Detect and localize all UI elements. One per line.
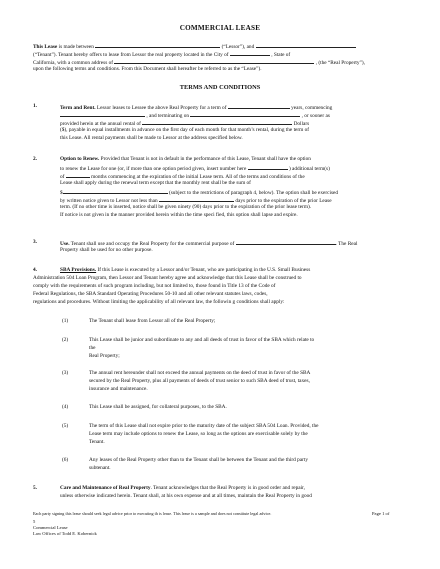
sba-item-3-line-1: The annual rent hereunder shall not exceed the annual payments on the deed of trust in favor of the SBA bbox=[89, 370, 311, 376]
section-1-line-2: , and terminating on , or sooner as bbox=[60, 111, 330, 119]
sba-item-2-number: (2) bbox=[62, 337, 69, 343]
section-4-line-3: comply with the requirements of such program including, but not limited to, those found in Title 13 of the Code of bbox=[33, 283, 276, 289]
section-2-title: Option to Renew. bbox=[60, 156, 100, 162]
sba-item-3-number: (3) bbox=[62, 370, 69, 376]
intro-line-4: upon the following terms and conditions. From this Document shall hereafter be referred to as the “Lease”). bbox=[33, 66, 262, 72]
section-4-line-2: Administration 504 Loan Program, then Lessor and Tenant hereby agree and acknowledge that this Lease shall be construed to bbox=[33, 275, 302, 281]
commence-date-blank[interactable] bbox=[60, 111, 145, 117]
section-1-title: Term and Rent. bbox=[60, 105, 96, 111]
sba-item-1-line-1: The Tenant shall lease from Lessor all of the Real Property; bbox=[89, 318, 216, 324]
section-1-line-3: provided herein at the annual rental of Dollars bbox=[60, 121, 310, 127]
use-purpose-blank[interactable] bbox=[236, 239, 336, 245]
section-3-number: 3. bbox=[33, 239, 37, 245]
intro-line-3: California, with a common address of , (the “Real Property”), bbox=[33, 60, 365, 66]
sba-item-5-line-3: Tenant. bbox=[89, 439, 105, 445]
section-5-number: 5. bbox=[33, 485, 37, 491]
section-5-line-1: Care and Maintenance of Real Property. Tenant acknowledges that the Real Property is in good order and repair, bbox=[60, 485, 305, 491]
renewal-count-blank[interactable] bbox=[248, 164, 288, 170]
tenant-name-blank[interactable] bbox=[256, 42, 356, 48]
sba-item-6-line-2: subtenant. bbox=[89, 465, 111, 471]
sba-item-2-line-2: the bbox=[89, 345, 96, 351]
sba-item-4-line-1: This Lease shall be assigned, for collateral purposes, to the SBA. bbox=[89, 404, 227, 410]
section-2-line-5: $ (subject to the restrictions of paragraph 4, below). The option shall be exercised bbox=[60, 190, 339, 196]
section-2-line-8: If notice is not given in the manner provided herein within the time speci fied, this option shall lapse and expire. bbox=[60, 212, 298, 218]
section-4-number: 4. bbox=[33, 267, 37, 273]
renewal-months-blank[interactable] bbox=[66, 172, 90, 178]
sba-item-5-line-2: Lease term may include options to renew the Lease, so long as the options are exercisable solely by the bbox=[89, 431, 308, 437]
footer-firm: Law Offices of Todd E. Kobernick bbox=[33, 531, 97, 536]
sba-item-1-number: (1) bbox=[62, 318, 69, 324]
section-1-number: 1. bbox=[33, 103, 37, 109]
terminate-date-blank[interactable] bbox=[190, 111, 300, 117]
sba-item-5-number: (5) bbox=[62, 423, 69, 429]
section-2-line-7: term. (If no other time is inserted, notice shall be given ninety (90) days prior to the expiration of the prior lease term). bbox=[60, 204, 312, 210]
this-lease-label: This Lease bbox=[33, 44, 58, 50]
section-2-line-4: Lease shall apply during the renewal term except that the monthly rent shall be the sum of bbox=[60, 180, 251, 186]
page-count: 5 bbox=[33, 519, 36, 524]
section-2-line-2: to renew the Lease for one (or, if more than one option period given, insert number here ) additional term(s) bbox=[60, 166, 330, 172]
section-1-line-5: this Lease. All rental payments shall be made to Lessor at the address specified below. bbox=[60, 135, 243, 141]
annual-rent-blank[interactable] bbox=[142, 119, 292, 125]
sba-item-2-line-3: Real Property; bbox=[89, 353, 120, 359]
section-2-line-6: by written notice given to Lessor not less than days prior to the expiration of the prior Lease bbox=[60, 198, 332, 204]
notice-days-blank[interactable] bbox=[159, 196, 234, 202]
section-5-title: Care and Maintenance of Real Property bbox=[60, 485, 151, 491]
footer-disclaimer: Each party signing this lease should seek legal advice prior to executing th is lease. This lease is a sample and does not constitute legal advice. bbox=[33, 511, 272, 516]
section-5-line-2: unless otherwise indicated herein. Tenant shall, at his own expense and at all times, maintain the Real Property in good bbox=[60, 493, 312, 499]
section-3-title: Use. bbox=[60, 241, 70, 247]
section-2-line-1: Option to Renew. Provided that Tenant is not in default in the performance of this Lease, Tenant shall have the option bbox=[60, 156, 311, 162]
terms-heading: TERMS AND CONDITIONS bbox=[179, 84, 261, 91]
section-4-line-4: Federal Regulations, the SBA Standard Operating Procedures 50-10 and all other relevant statutes laws, codes, bbox=[33, 291, 268, 297]
section-2-number: 2. bbox=[33, 156, 37, 162]
sba-item-3-line-3: insurance and maintenance. bbox=[89, 386, 148, 392]
section-1-line-1: Term and Rent. Lessor leases to Lessee the above Real Property for a term of years, commencing bbox=[60, 105, 333, 111]
section-4-title: SBA Provisions. bbox=[60, 267, 97, 273]
sba-item-4-number: (4) bbox=[62, 404, 69, 410]
sba-item-3-line-2: secured by the Real Property, plus all payments of deeds of trust senior to such SBA deed of trust, taxes, bbox=[89, 378, 310, 384]
city-blank[interactable] bbox=[230, 50, 270, 56]
footer-doc-name: Commercial Lease bbox=[33, 525, 68, 530]
sba-item-2-line-1: This Lease shall be junior and subordinate to any and all deeds of trust in favor of the SBA which relate to bbox=[89, 337, 315, 343]
lessor-blank[interactable] bbox=[95, 42, 220, 48]
address-blank[interactable] bbox=[114, 58, 314, 64]
intro-line-2: (“Tenant”). Tenant hereby offers to lease from Lessor the real property located in the City of , State of bbox=[33, 52, 291, 58]
renewal-rent-blank[interactable] bbox=[63, 188, 168, 194]
term-years-blank[interactable] bbox=[228, 103, 290, 109]
section-1-line-4: ($), payable in equal installments in advance on the first day of each month for that month’s rental, during the term of bbox=[60, 127, 310, 133]
section-4-line-1: SBA Provisions. If this Lease is executed by a Lessor and/or Tenant, who are participating in the U.S. Small Business bbox=[60, 267, 311, 273]
section-2-line-3: of months commencing at the expiration of the initial Lease term. All of the terms and conditions of the bbox=[60, 174, 305, 180]
page-indicator: Page 1 of bbox=[372, 511, 390, 516]
section-4-line-5: regulations and procedures. Without limiting the applicability of all relevant law, the followin g conditions shall apply: bbox=[33, 299, 285, 305]
section-3-line-2: Property shall be used for no other purpose. bbox=[60, 247, 153, 253]
intro-line-1: This Lease is made between (“Lessor”), and bbox=[33, 42, 356, 50]
sba-item-6-number: (6) bbox=[62, 457, 69, 463]
sba-item-5-line-1: The term of this Lease shall not expire prior to the maturity date of the subject SBA 504 Loan. Provided, the bbox=[89, 423, 319, 429]
sba-item-6-line-1: Any leases of the Real Property other than to the Tenant shall be between the Tenant and the third party bbox=[89, 457, 308, 463]
section-3-line-1: Use. Tenant shall use and occupy the Real Property for the commercial purpose of . The Real bbox=[60, 241, 358, 247]
document-title: COMMERCIAL LEASE bbox=[179, 24, 261, 32]
